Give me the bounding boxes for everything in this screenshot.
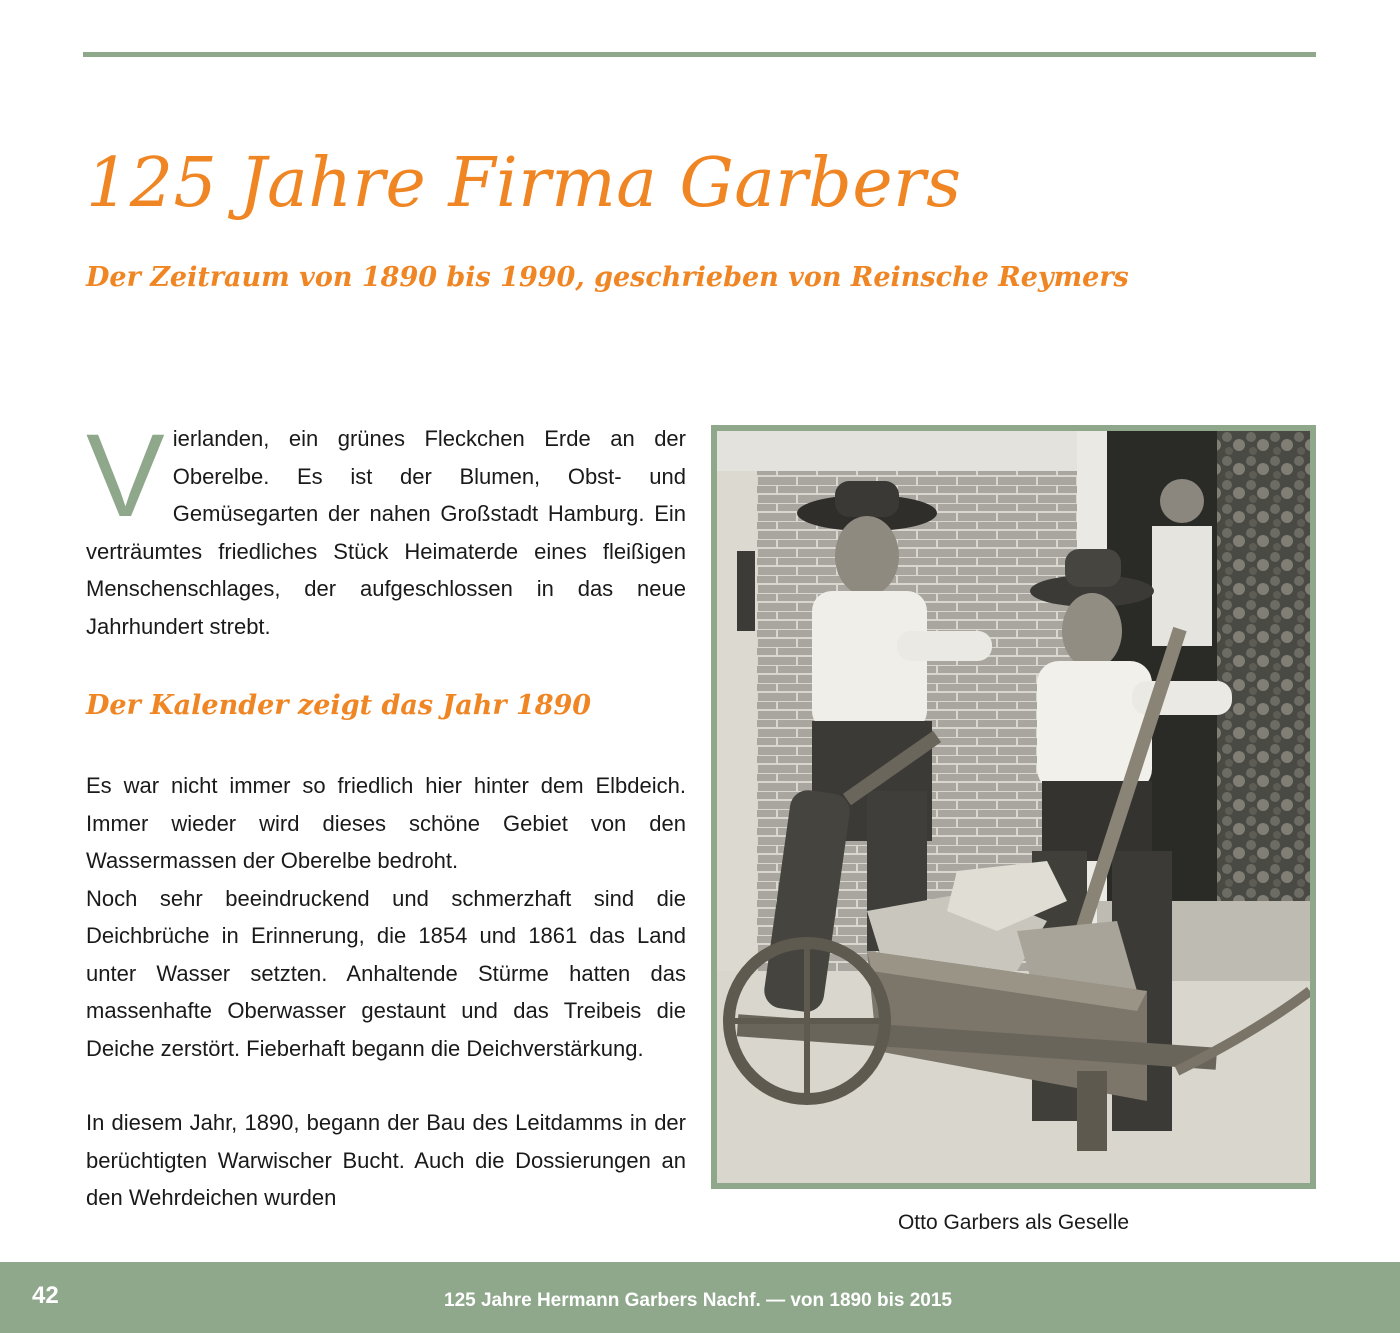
historic-photo bbox=[717, 431, 1310, 1183]
intro-text: ierlanden, ein grünes Fleckchen Erde an der Oberelbe. Es ist der Blumen, Obst- und Gemüsegarten der nahen Großstadt Hamburg. Ein verträumtes friedliches Stück Heimaterde eines fleißigen Menschenschlages, der aufgeschlossen in das neue Jahrhundert strebt. bbox=[86, 426, 686, 639]
paragraph-2: In diesem Jahr, 1890, begann der Bau des Leitdamms in der berüchtigten Warwischer Bucht. Auch die Dossierungen an den Wehrdeichen wurden bbox=[86, 1110, 686, 1211]
paragraph-gap bbox=[86, 1067, 686, 1104]
paragraph-1a: Es war nicht immer so friedlich hier hinter dem Elbdeich. Immer wieder wird dieses schöne Gebiet von den Wassermassen der Oberelbe bedroht. bbox=[86, 773, 686, 874]
page-footer bbox=[0, 1262, 1400, 1333]
paragraph-1b: Noch sehr beeindruckend und schmerzhaft sind die Deichbrüche in Erinnerung, die 1854 und 1861 das Land unter Wasser setzten. Anhaltende Stürme hatten das massenhafte Oberwasser gestaunt und das Treibeis die Deiche zerstört. Fieberhaft begann die Deichverstärkung. bbox=[86, 885, 686, 1061]
page-title: 125 Jahre Firma Garbers bbox=[86, 144, 962, 223]
footer-text bbox=[0, 1290, 1400, 1312]
drop-cap: V bbox=[86, 410, 165, 542]
top-rule bbox=[83, 52, 1316, 57]
photo-frame bbox=[711, 425, 1316, 1189]
page-number: 42 bbox=[32, 1282, 59, 1309]
photo-caption: Otto Garbers als Geselle bbox=[897, 1211, 1130, 1234]
section-heading: Der Kalender zeigt das Jahr 1890 bbox=[86, 690, 592, 721]
footer-title: 125 Jahre Hermann Garbers Nachf. — von 1890 bis 2015 bbox=[444, 1290, 952, 1311]
article-body bbox=[86, 410, 686, 1217]
intro-paragraph bbox=[86, 410, 686, 645]
page-subtitle: Der Zeitraum von 1890 bis 1990, geschrieben von Reinsche Reymers bbox=[86, 262, 1129, 293]
